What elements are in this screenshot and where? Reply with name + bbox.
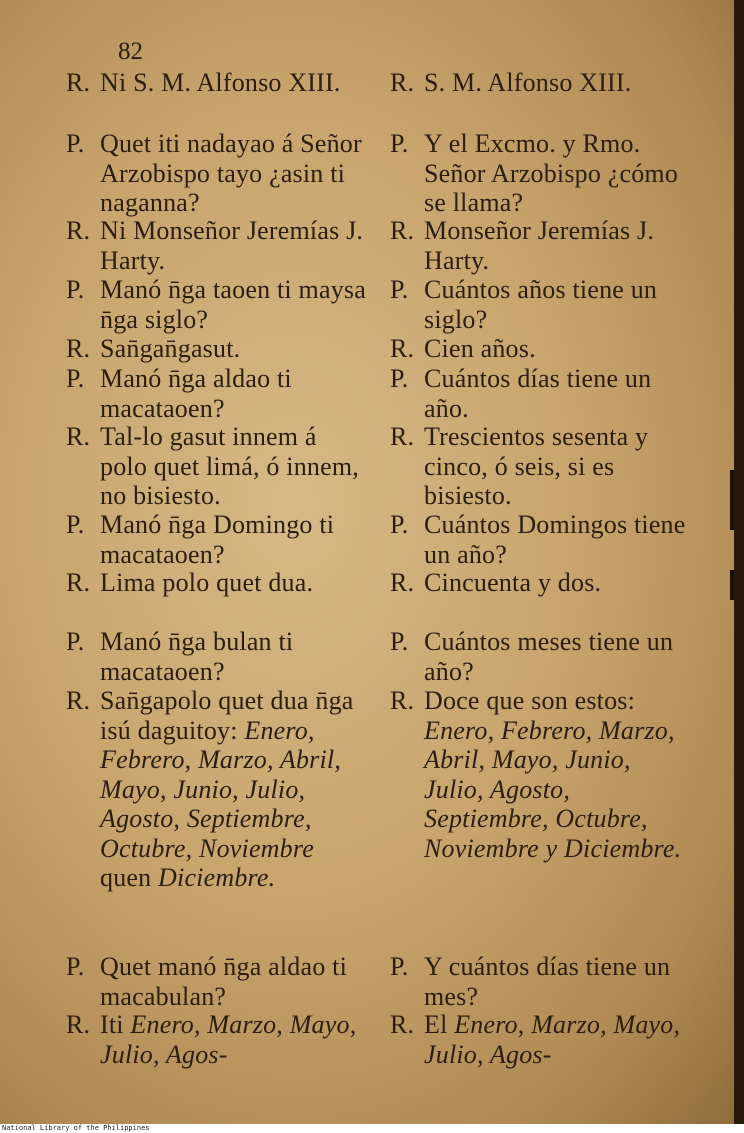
qa-entry: R. Lima polo quet dua. <box>66 568 314 597</box>
qa-entry: P. Manó n̄ga taoen ti maysa n̄ga siglo? <box>66 275 366 334</box>
page-edge-shadow <box>730 570 734 600</box>
page-edge-shadow <box>730 470 734 530</box>
qa-entry: R. Trescientos sesenta y cinco, ó seis, si es bisiesto. <box>390 422 649 510</box>
qa-entry: P. Cuántos años tiene un siglo? <box>390 275 658 334</box>
page-number: 82 <box>118 38 143 65</box>
qa-entry: P. Manó n̄ga Domingo ti macataoen? <box>66 510 335 569</box>
qa-entry: P. Y cuántos días tiene un mes? <box>390 952 671 1011</box>
qa-entry: P. Manó n̄ga aldao ti macataoen? <box>66 364 292 423</box>
qa-entry: R. San̄gapolo quet dua n̄ga isú daguitoy: Enero, Febrero, Marzo, Abril, Mayo, Junio, Julio, Agosto, Septiembre, Octubre, Noviembre quen Diciembre. <box>66 686 354 892</box>
qa-entry: R. Cien años. <box>390 334 536 363</box>
library-credit: National Library of the Philippines <box>0 1124 744 1133</box>
qa-entry: P. Quet iti nadayao á Señor Arzobispo tayo ¿asin ti naganna? <box>66 129 362 217</box>
qa-entry: P. Y el Excmo. y Rmo. Señor Arzobispo ¿cómo se llama? <box>390 129 679 217</box>
qa-entry: R. Iti Enero, Marzo, Mayo, Julio, Agos- <box>66 1010 357 1069</box>
qa-entry: P. Manó n̄ga bulan ti macataoen? <box>66 627 294 686</box>
qa-entry: R. Ni Monseñor Jeremías J. Harty. <box>66 216 364 275</box>
qa-entry: R. Monseñor Jeremías J. Harty. <box>390 216 655 275</box>
qa-entry: P. Cuántos días tiene un año. <box>390 364 652 423</box>
qa-entry: R. Ni S. M. Alfonso XIII. <box>66 68 341 97</box>
qa-entry: R. Doce que son estos: Enero, Febrero, Marzo, Abril, Mayo, Junio, Julio, Agosto, Septiembre, Octubre, Noviembre y Diciembre. <box>390 686 682 863</box>
qa-entry: P. Cuántos Domingos tiene un año? <box>390 510 686 569</box>
qa-entry: R. Tal-lo gasut innem á polo quet limá, ó innem, no bisiesto. <box>66 422 359 510</box>
qa-entry: R. El Enero, Marzo, Mayo, Julio, Agos- <box>390 1010 681 1069</box>
qa-entry: P. Quet manó n̄ga aldao ti macabulan? <box>66 952 347 1011</box>
qa-entry: P. Cuántos meses tiene un año? <box>390 627 674 686</box>
qa-entry: R. S. M. Alfonso XIII. <box>390 68 632 97</box>
qa-entry: R. Cincuenta y dos. <box>390 568 602 597</box>
qa-entry: R. San̄gan̄gasut. <box>66 334 241 363</box>
